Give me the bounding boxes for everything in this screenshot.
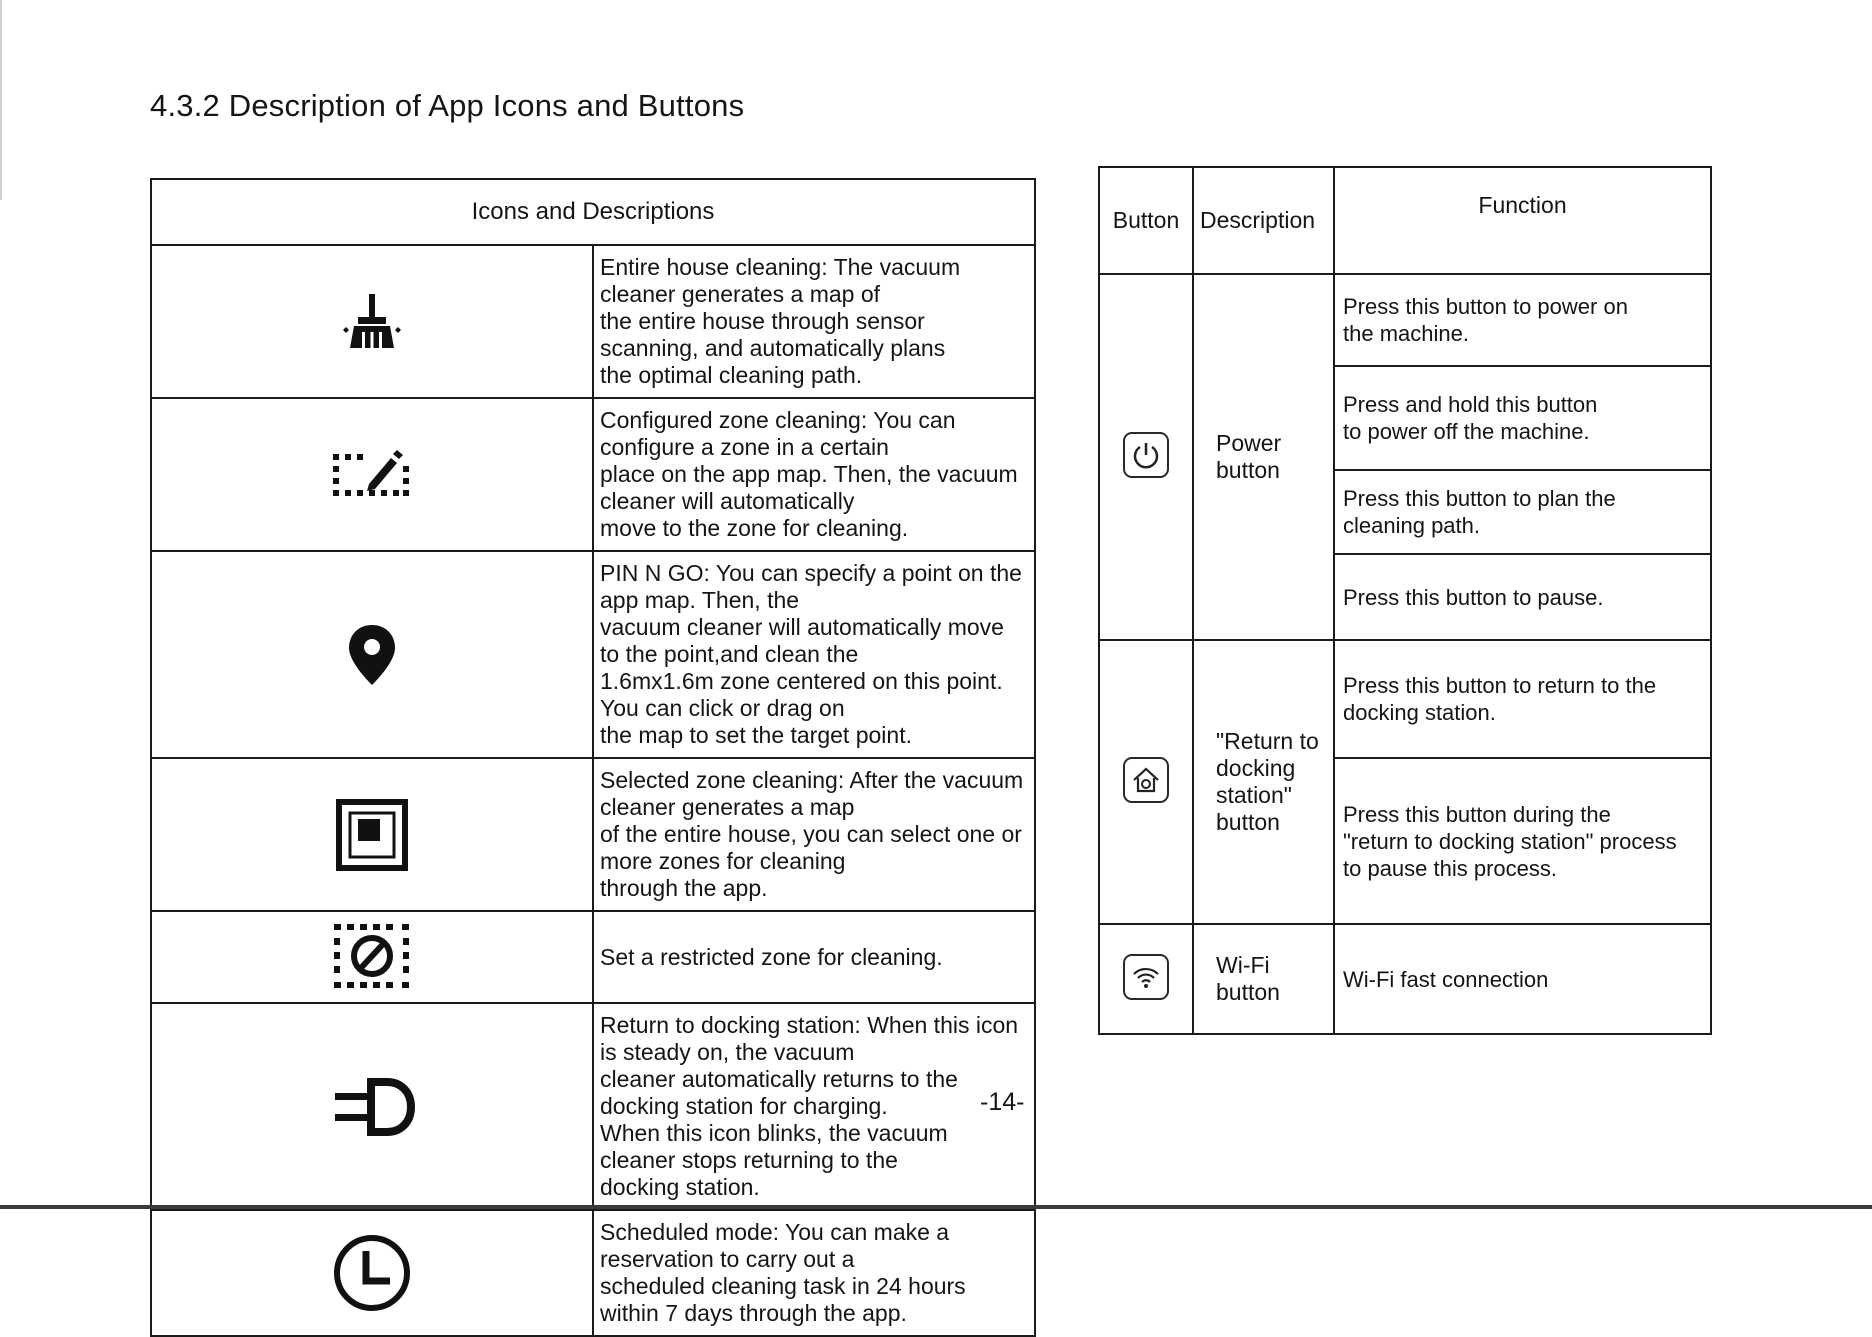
icon-cell [151, 398, 593, 551]
icon-description: PIN N GO: You can specify a point on the app map. Then, the vacuum cleaner will automatically move to the point,and clean the 1.6mx1.6m zone centered on this point. You can click or drag on the map to set the target point. [593, 551, 1035, 758]
house-cleaning-brush-icon [340, 290, 404, 354]
page-edge-rule [0, 0, 2, 200]
button-icon-cell [1099, 924, 1193, 1034]
function-cell: Press this button to pause. [1334, 554, 1711, 640]
function-cell: Press this button to power on the machine. [1334, 274, 1711, 366]
buttons-table [1098, 166, 1712, 1035]
button-icon-cell [1099, 640, 1193, 924]
power-button-glyph [1123, 432, 1169, 478]
header-function: Function [1334, 167, 1711, 274]
icon-cell [151, 1210, 593, 1336]
restricted-zone-icon [332, 920, 412, 994]
icons-table-header: Icons and Descriptions [151, 179, 1035, 245]
function-cell: Wi-Fi fast connection [1334, 924, 1711, 1034]
icon-description: Set a restricted zone for cleaning. [593, 911, 1035, 1003]
page-number: -14- [980, 1088, 1025, 1116]
table-row [151, 911, 1035, 1003]
table-row [151, 398, 1035, 551]
table-row [151, 551, 1035, 758]
page-bottom-rule [0, 1205, 1872, 1209]
table-row [151, 1210, 1035, 1336]
map-pin-icon [347, 623, 397, 687]
table-row [1099, 640, 1711, 758]
icon-cell [151, 245, 593, 398]
icon-cell [151, 551, 593, 758]
icon-description: Return to docking station: When this icon is steady on, the vacuum cleaner automatically returns to the docking station for charging. When this icon blinks, the vacuum cleaner stops returning to the docking station. [593, 1003, 1035, 1210]
icon-description: Configured zone cleaning: You can configure a zone in a certain place on the app map. Then, the vacuum cleaner will automatically move to the zone for cleaning. [593, 398, 1035, 551]
icon-cell [151, 911, 593, 1003]
function-cell: Press and hold this button to power off the machine. [1334, 366, 1711, 470]
header-button: Button [1099, 167, 1193, 274]
icon-description: Selected zone cleaning: After the vacuum cleaner generates a map of the entire house, you can select one or more zones for cleaning through the app. [593, 758, 1035, 911]
dock-button-glyph [1123, 757, 1169, 803]
clock-icon [332, 1233, 412, 1313]
header-description: Description [1193, 167, 1334, 274]
icon-cell [151, 1003, 593, 1210]
function-cell: Press this button to return to the docking station. [1334, 640, 1711, 758]
function-cell: Press this button to plan the cleaning path. [1334, 470, 1711, 554]
icon-cell [151, 758, 593, 911]
button-name: "Return to docking station" button [1193, 640, 1334, 924]
wifi-button-glyph [1123, 954, 1169, 1000]
table-row [151, 245, 1035, 398]
table-row [151, 758, 1035, 911]
icons-table [150, 178, 1036, 1337]
table-row [1099, 924, 1711, 1034]
docking-plug-icon [329, 1076, 415, 1138]
icon-description: Scheduled mode: You can make a reservation to carry out a scheduled cleaning task in 24 hours within 7 days through the app. [593, 1210, 1035, 1336]
button-name: Wi-Fi button [1193, 924, 1334, 1034]
home-dock-icon [1131, 765, 1161, 795]
button-icon-cell [1099, 274, 1193, 640]
function-cell: Press this button during the "return to docking station" process to pause this process. [1334, 758, 1711, 924]
selected-zone-icon [336, 799, 408, 871]
button-name: Power button [1193, 274, 1334, 640]
icon-description: Entire house cleaning: The vacuum cleaner generates a map of the entire house through sensor scanning, and automatically plans the optimal cleaning path. [593, 245, 1035, 398]
power-icon [1131, 440, 1161, 470]
section-title: 4.3.2 Description of App Icons and Buttons [150, 88, 745, 123]
table-row [1099, 274, 1711, 366]
table-row [151, 1003, 1035, 1210]
configured-zone-icon [331, 444, 413, 506]
wifi-icon [1131, 962, 1161, 992]
